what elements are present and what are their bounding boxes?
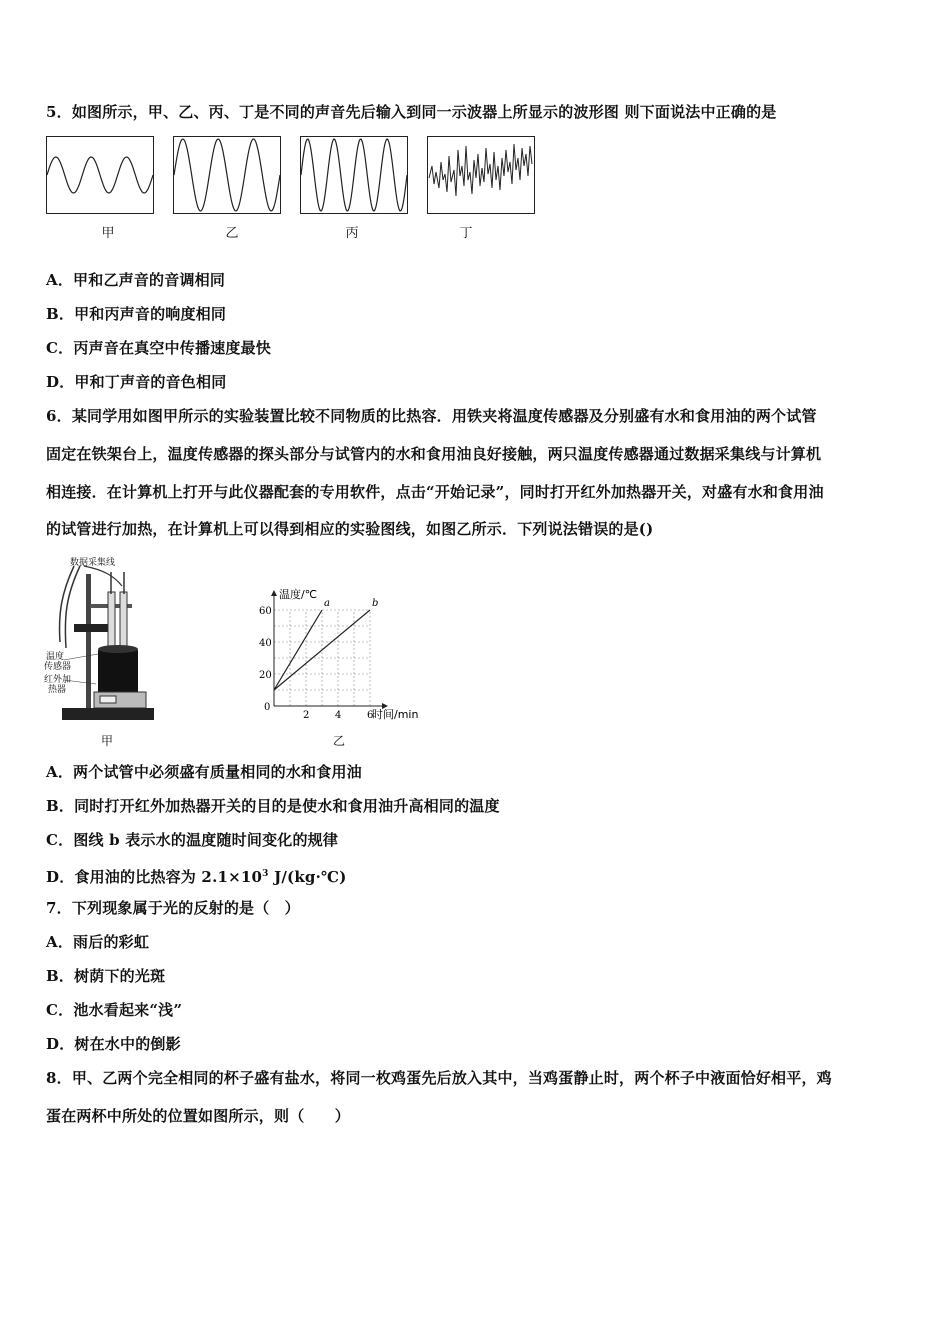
temperature-time-graph (250, 578, 450, 728)
y-tick-label: 60 (259, 606, 272, 617)
callout-sensor: 传感器 (44, 662, 72, 672)
q6-option-d-exponent: 3 (262, 869, 269, 879)
graph-grid (274, 610, 370, 706)
graph-label: 乙 (333, 734, 346, 748)
x-axis-label: 时间/min (372, 708, 419, 721)
q8-stem-line-2: 蛋在两杯中所处的位置如图所示，则（ ） (46, 1107, 351, 1125)
q6-option-d-suffix: J/(kg·℃) (268, 868, 347, 886)
y-axis-arrow (271, 590, 277, 596)
q7-stem: 7．下列现象属于光的反射的是（ ） (46, 899, 300, 917)
q5-option-b[interactable]: B．甲和丙声音的响度相同 (46, 305, 227, 323)
waveform-jia (46, 136, 154, 214)
q6-stem-line-3: 相连接．在计算机上打开与此仪器配套的专用软件，点击“开始记录”，同时打开红外加热器开关，对盛有水和食用油 (46, 483, 824, 501)
q5-option-d[interactable]: D．甲和丁声音的音色相同 (46, 373, 227, 391)
x-tick-label: 6 (367, 710, 374, 721)
q6-option-d[interactable] (46, 864, 347, 887)
q6-option-d-prefix: D．食用油的比热容为 2.1×10 (46, 868, 263, 886)
q8-stem-line-1: 8．甲、乙两个完全相同的杯子盛有盐水，将同一枚鸡蛋先后放入其中，当鸡蛋静止时，两个杯子中液面恰好相平，鸡 (46, 1069, 832, 1087)
q5-option-c[interactable]: C．丙声音在真空中传播速度最快 (46, 339, 271, 357)
series-label-b: b (372, 598, 379, 609)
q6-option-a[interactable]: A．两个试管中必须盛有质量相同的水和食用油 (46, 763, 362, 781)
x-tick-label: 4 (335, 710, 342, 721)
waveform-ding (427, 136, 535, 214)
waveform-label-yi: 乙 (225, 226, 239, 241)
q7-option-b[interactable]: B．树荫下的光斑 (46, 967, 166, 985)
q5-stem: 5．如图所示，甲、乙、丙、丁是不同的声音先后输入到同一示波器上所显示的波形图 则下面说法中正确的是 (46, 103, 777, 121)
callout-heater: 热器 (48, 685, 67, 695)
y-tick-label: 20 (259, 670, 272, 681)
y-tick-label: 40 (259, 638, 272, 649)
q6-stem-line-1: 6．某同学用如图甲所示的实验装置比较不同物质的比热容．用铁夹将温度传感器及分别盛有水和食用油的两个试管 (46, 407, 817, 425)
callout-ir: 红外加 (44, 675, 72, 685)
waveform-bing (300, 136, 408, 214)
origin-label: 0 (264, 702, 271, 713)
series-line-a (274, 610, 322, 690)
q6-stem-line-2: 固定在铁架台上，温度传感器的探头部分与试管内的水和食用油良好接触，两只温度传感器通过数据采集线与计算机 (46, 445, 822, 463)
callout-temp: 温度 (46, 652, 65, 662)
apparatus-label: 甲 (101, 734, 114, 748)
q6-option-c[interactable]: C．图线 b 表示水的温度随时间变化的规律 (46, 831, 339, 849)
waveform-label-ding: 丁 (459, 226, 473, 241)
series-label-a: a (324, 598, 330, 609)
q7-option-a[interactable]: A．雨后的彩虹 (46, 933, 150, 951)
apparatus-figure (44, 552, 164, 730)
q6-stem-line-4: 的试管进行加热，在计算机上可以得到相应的实验图线，如图乙所示．下列说法错误的是() (46, 520, 654, 538)
q6-option-b[interactable]: B．同时打开红外加热器开关的目的是使水和食用油升高相同的温度 (46, 797, 500, 815)
waveform-label-bing: 丙 (345, 226, 359, 241)
waveform-yi (173, 136, 281, 214)
callout-data-cable: 数据采集线 (70, 558, 116, 568)
q5-option-a[interactable]: A．甲和乙声音的音调相同 (46, 271, 226, 289)
q7-option-d[interactable]: D．树在水中的倒影 (46, 1035, 181, 1053)
y-axis-label: 温度/℃ (279, 588, 318, 601)
x-tick-label: 2 (303, 710, 310, 721)
q7-option-c[interactable]: C．池水看起来“浅” (46, 1001, 183, 1019)
waveform-label-jia: 甲 (101, 226, 115, 241)
